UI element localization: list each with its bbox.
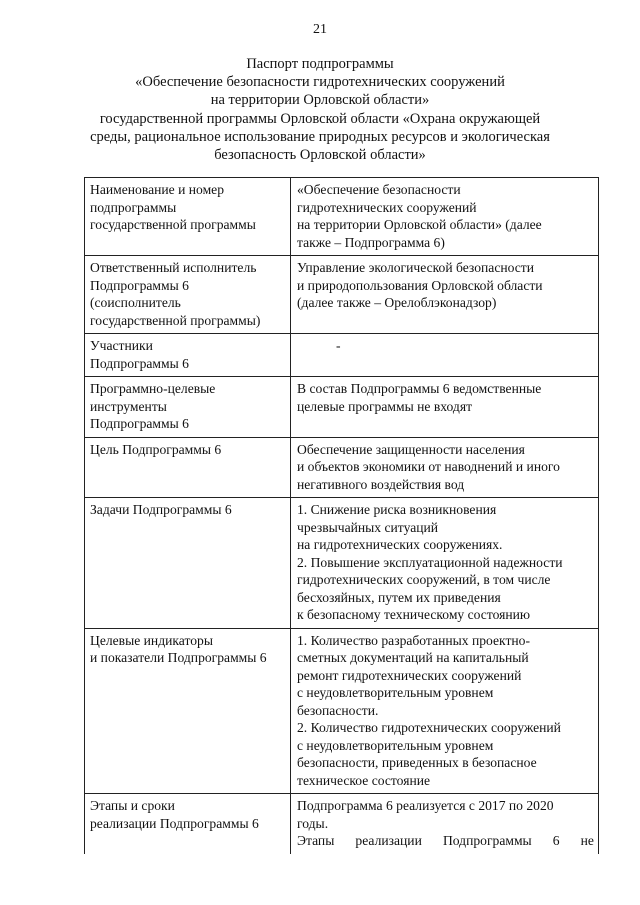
row-label-executor: Ответственный исполнитель Подпрограммы 6 (соисполнитель государственной программы) xyxy=(85,256,291,334)
table-row xyxy=(85,377,599,438)
title-line: на территории Орловской области» xyxy=(210,92,430,109)
row-label-stages: Этапы и сроки реализации Подпрограммы 6 xyxy=(85,794,291,854)
row-label-participants: Участники Подпрограммы 6 xyxy=(85,334,291,377)
table-row xyxy=(85,334,599,377)
row-label-goal: Цель Подпрограммы 6 xyxy=(85,437,291,498)
table-row xyxy=(85,178,599,256)
title-line: Паспорт подпрограммы xyxy=(246,56,394,72)
row-label-name: Наименование и номер подпрограммы государственной программы xyxy=(85,178,291,256)
row-label-instruments: Программно-целевые инструменты Подпрограммы 6 xyxy=(85,377,291,438)
row-value-participants: - xyxy=(291,334,599,377)
table-row xyxy=(85,498,599,629)
table-row xyxy=(85,628,599,794)
row-value-tasks: 1. Снижение риска возникновения чрезвычайных ситуаций на гидротехнических сооружениях. 2. Повышение эксплуатационной надежности гидротехнических сооружений, в том числе бесхозяйных, путем их приведения к безопасному техническому состоянию xyxy=(291,498,599,629)
row-value-instruments: В состав Подпрограммы 6 ведомственные целевые программы не входят xyxy=(291,377,599,438)
title-line: безопасность Орловской области» xyxy=(214,147,426,164)
page-number: 21 xyxy=(313,22,327,37)
title-line: «Обеспечение безопасности гидротехнических сооружений xyxy=(135,74,505,91)
table-row xyxy=(85,794,599,854)
row-value-indicators: 1. Количество разработанных проектно- сметных документаций на капитальный ремонт гидротехнических сооружений с неудовлетворительным уровнем безопасности. 2. Количество гидротехнических сооружений с неудовлетворительным уровнем безопасности, приведенных в безопасное техническое состояние xyxy=(291,628,599,794)
table-row xyxy=(85,256,599,334)
row-label-indicators: Целевые индикаторы и показатели Подпрограммы 6 xyxy=(85,628,291,794)
passport-title xyxy=(60,55,580,164)
row-value-stages: Подпрограмма 6 реализуется с 2017 по 2020 годы. Этапы реализации Подпрограммы 6 не xyxy=(291,794,599,854)
row-value-name: «Обеспечение безопасности гидротехнических сооружений на территории Орловской области» (далее также – Подпрограмма 6) xyxy=(291,178,599,256)
row-value-goal: Обеспечение защищенности населения и объектов экономики от наводнений и иного негативного воздействия вод xyxy=(291,437,599,498)
row-value-executor: Управление экологической безопасности и природопользования Орловской области (далее также – Орелоблэконадзор) xyxy=(291,256,599,334)
row-label-tasks: Задачи Подпрограммы 6 xyxy=(85,498,291,629)
title-line: государственной программы Орловской области «Охрана окружающей xyxy=(99,110,541,127)
table-row xyxy=(85,437,599,498)
title-line: среды, рациональное использование природных ресурсов и экологическая xyxy=(90,128,550,145)
passport-table xyxy=(84,177,599,854)
justified-line: Этапы реализации Подпрограммы 6 не xyxy=(297,833,594,848)
